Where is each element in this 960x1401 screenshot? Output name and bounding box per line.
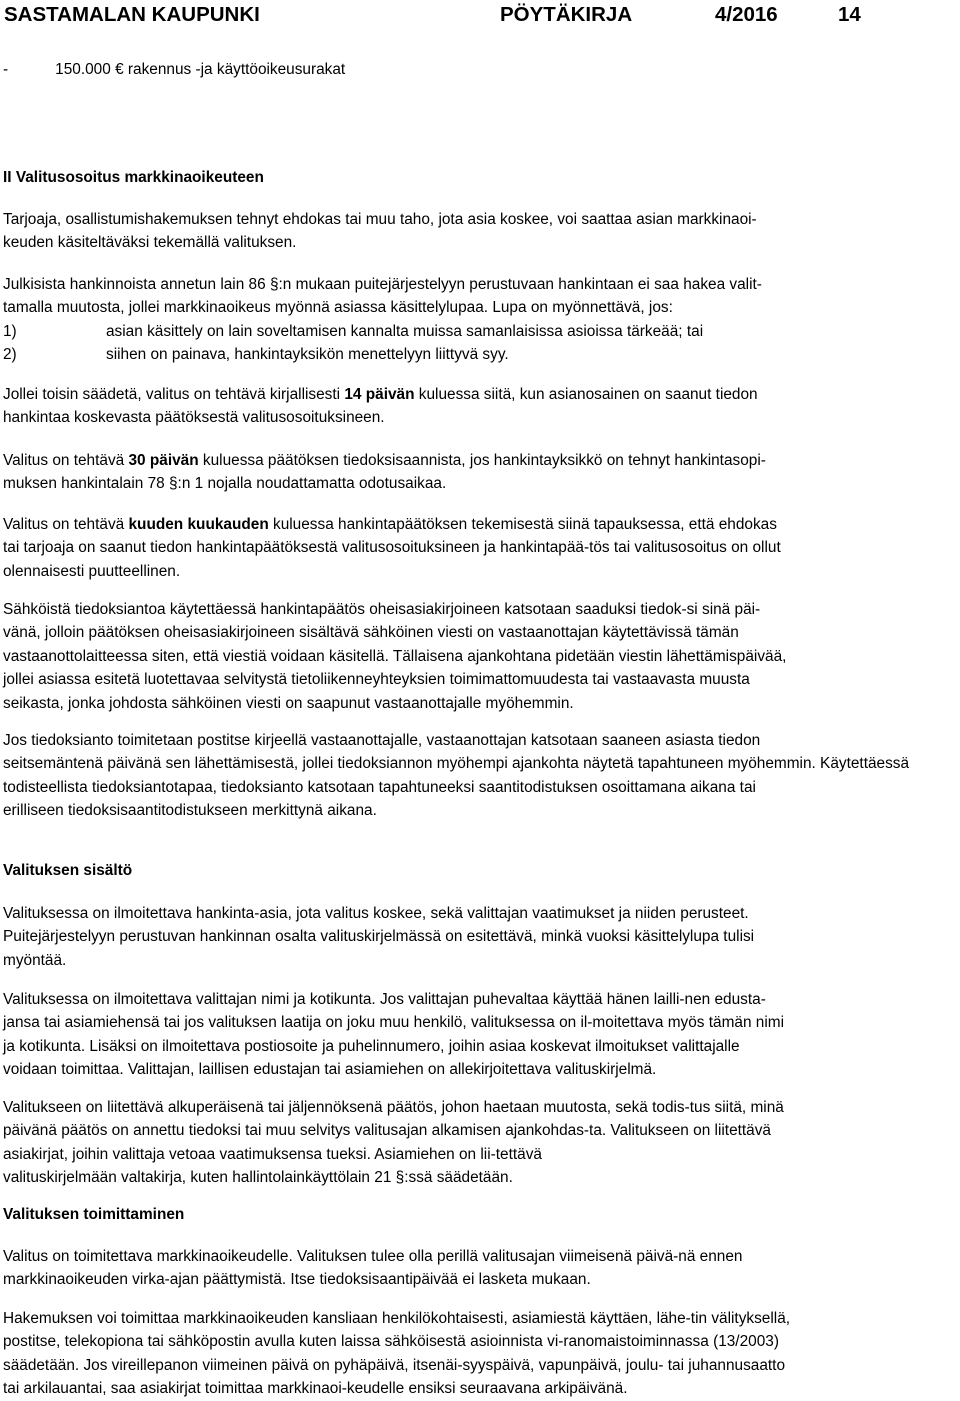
paragraph — [3, 1245, 953, 1292]
text-line: Valituksessa on ilmoitettava hankinta-asia, jota valitus koskee, sekä valittajan vaatimukset ja niiden perusteet. — [3, 905, 749, 922]
header-organization: SASTAMALAN KAUPUNKI — [4, 3, 260, 26]
text-line: Valituksessa on ilmoitettava valittajan nimi ja kotikunta. Jos valittajan puhevaltaa käyttää hänen lailli-nen edusta- — [3, 991, 766, 1008]
paragraph — [3, 902, 953, 972]
text-span: kuluessa siitä, kun asianosainen on saanut tiedon — [414, 386, 758, 403]
text-line: jollei asiassa esitetä luotettavaa selvitystä tietoliikenneyhteyksien toimimattomuudesta tai vastaavasta muusta — [3, 671, 750, 689]
header-doc-type: PÖYTÄKIRJA — [500, 3, 633, 26]
list-text: asian käsittely on lain soveltamisen kannalta muissa samanlaisissa asioissa tärkeää; tai — [106, 322, 704, 340]
text-line: Julkisista hankinnoista annetun lain 86 §:n mukaan puitejärjestelyyn perustuvaan hankintaan ei saa hakea valit- — [3, 276, 762, 293]
text-line: jansa tai asiamiehensä tai jos valituksen laatija on joku muu henkilö, valituksessa on il-moitettava myös tämän nimi — [3, 1014, 785, 1032]
text-line: Puitejärjestelyyn perustuvan hankinnan osalta valituskirjelmässä on esitettävä, minkä vuoksi käsittelylupa tulisi — [3, 928, 755, 946]
header-page-number: 14 — [838, 3, 861, 26]
deadline-emphasis: 14 päivän — [344, 386, 415, 403]
text-line: tamalla muutosta, jollei markkinaoikeus myönnä asiassa käsittelylupaa. Lupa on myönnettävä, jos: — [3, 299, 673, 317]
text-line — [3, 383, 953, 406]
paragraph — [3, 598, 953, 715]
deadline-emphasis: kuuden kuukauden — [128, 516, 269, 533]
paragraph — [3, 988, 953, 1082]
text-line: hankintaa koskevasta päätöksestä valitusosoituksineen. — [3, 409, 385, 427]
text-line: Valitus on toimitettava markkinaoikeudelle. Valituksen tulee olla perillä valitusajan viimeisenä päivä-nä ennen — [3, 1248, 743, 1265]
intro-line: - 150.000 € rakennus -ja käyttöoikeusurakat — [3, 61, 346, 78]
section-heading-content: Valituksen sisältö — [3, 862, 133, 879]
list-number: 1) — [3, 322, 17, 340]
text-line: seikasta, jonka johdosta sähköinen viesti on saapunut vastaanottajalle myöhemmin. — [3, 694, 574, 712]
list-item — [3, 320, 953, 343]
text-line: Hakemuksen voi toimittaa markkinaoikeuden kansliaan henkilökohtaisesti, asiamiestä käyttäen, lähe-tin välityksellä, — [3, 1310, 791, 1327]
paragraph — [3, 1096, 953, 1190]
text-line: vastaanottolaitteessa siten, että viestiä voidaan käsitellä. Tällaisena ajankohtana pidetään viestin lähettämispäivää, — [3, 647, 787, 665]
text-line: Sähköistä tiedoksiantoa käytettäessä hankintapäätös oheisasiakirjoineen katsotaan saaduksi tiedok-si sinä päi- — [3, 601, 761, 618]
text-span: Valitus on tehtävä — [3, 452, 129, 469]
list-item — [3, 343, 953, 366]
deadline-emphasis: 30 päivän — [128, 452, 199, 469]
text-span: Valitus on tehtävä — [3, 516, 129, 533]
text-line — [3, 449, 953, 472]
text-line: valituskirjelmään valtakirja, kuten hallintolainkäyttölain 21 §:ssä säädetään. — [3, 1169, 513, 1187]
paragraph — [3, 449, 953, 496]
section-heading-delivery: Valituksen toimittaminen — [3, 1206, 185, 1223]
paragraph — [3, 208, 953, 255]
text-line: Valitukseen on liitettävä alkuperäisenä tai jäljennöksenä päätös, johon haetaan muutosta, sekä todis-tus siitä, minä — [3, 1099, 784, 1116]
text-line: vänä, jolloin päätöksen oheisasiakirjoineen sisältävä sähköinen viesti on vastaanottajan käytettävissä tämän — [3, 624, 739, 642]
paragraph — [3, 383, 953, 430]
text-line: erilliseen tiedoksisaantitodistukseen merkittynä aikana. — [3, 802, 377, 820]
text-line: muksen hankintalain 78 §:n 1 nojalla noudattamatta odotusaikaa. — [3, 475, 447, 493]
text-line: postitse, telekopiona tai sähköpostin avulla kuten laissa sähköisestä asioinnista vi-ranomaistoiminnassa (13/2003) — [3, 1333, 779, 1351]
paragraph — [3, 273, 953, 367]
list-text: siihen on painava, hankintayksikön menettelyyn liittyvä syy. — [106, 346, 509, 364]
text-line: markkinaoikeuden virka-ajan päättymistä. Itse tiedoksisaantipäivää ei lasketa mukaan. — [3, 1271, 591, 1289]
text-line: myöntää. — [3, 951, 67, 969]
text-line: seitsemäntenä päivänä sen lähettämisestä, jollei tiedoksiannon myöhempi ajankohta näytetä tapahtuneen myöhemmin. Käytettäessä — [3, 755, 910, 773]
text-line — [3, 513, 953, 536]
text-line: päivänä päätös on annettu tiedoksi tai muu selvitys valitusajan alkamisen ajankohdas-ta. Valitukseen on liitettävä — [3, 1122, 771, 1140]
text-line: tai arkilauantai, saa asiakirjat toimittaa markkinaoi-keudelle ensiksi seuraavana arkipäivänä. — [3, 1380, 628, 1398]
list-number: 2) — [3, 346, 17, 364]
text-span: kuluessa hankintapäätöksen tekemisestä siinä tapauksessa, että ehdokas — [268, 516, 777, 533]
text-line: Jos tiedoksianto toimitetaan postitse kirjeellä vastaanottajalle, vastaanottajan katsotaan saaneen asiasta tiedon — [3, 732, 761, 749]
text-line: keuden käsiteltäväksi tekemällä valituksen. — [3, 234, 297, 252]
text-line: tai tarjoaja on saanut tiedon hankintapäätöksestä valitusosoituksineen ja hankintapää-tös tai valitusosoitus on ollut — [3, 539, 781, 557]
section-heading-appeal: II Valitusosoitus markkinaoikeuteen — [3, 169, 264, 186]
paragraph — [3, 729, 953, 823]
paragraph — [3, 513, 953, 583]
text-line: säädetään. Jos vireillepanon viimeinen päivä on pyhäpäivä, itsenäi-syyspäivä, vapunpäivä, joulu- tai juhannusaatto — [3, 1356, 785, 1374]
text-line: Tarjoaja, osallistumishakemuksen tehnyt ehdokas tai muu taho, jota asia koskee, voi saattaa asian markkinaoi- — [3, 211, 757, 228]
text-line: olennaisesti puutteellinen. — [3, 562, 181, 580]
text-line: ja kotikunta. Lisäksi on ilmoitettava postiosoite ja puhelinnumero, joihin asiaa koskevat ilmoitukset valittajalle — [3, 1037, 740, 1055]
text-span: Jollei toisin säädetä, valitus on tehtävä kirjallisesti — [3, 386, 345, 403]
text-line: todisteellista tiedoksiantotapaa, tiedoksianto katsotaan tapahtuneeksi saantitodistuksen osoittamana aikana tai — [3, 778, 756, 796]
paragraph — [3, 1307, 953, 1401]
text-line: voidaan toimittaa. Valittajan, laillisen edustajan tai asiamiehen on allekirjoitettava valituskirjelmä. — [3, 1061, 657, 1079]
text-line: asiakirjat, joihin valittaja vetoaa vaatimuksensa tueksi. Asiamiehen on lii-tettävä — [3, 1145, 542, 1163]
header-issue: 4/2016 — [715, 3, 778, 26]
intro-line-block — [3, 58, 953, 81]
text-span: kuluessa päätöksen tiedoksisaannista, jos hankintayksikkö on tehnyt hankintasopi- — [198, 452, 766, 469]
